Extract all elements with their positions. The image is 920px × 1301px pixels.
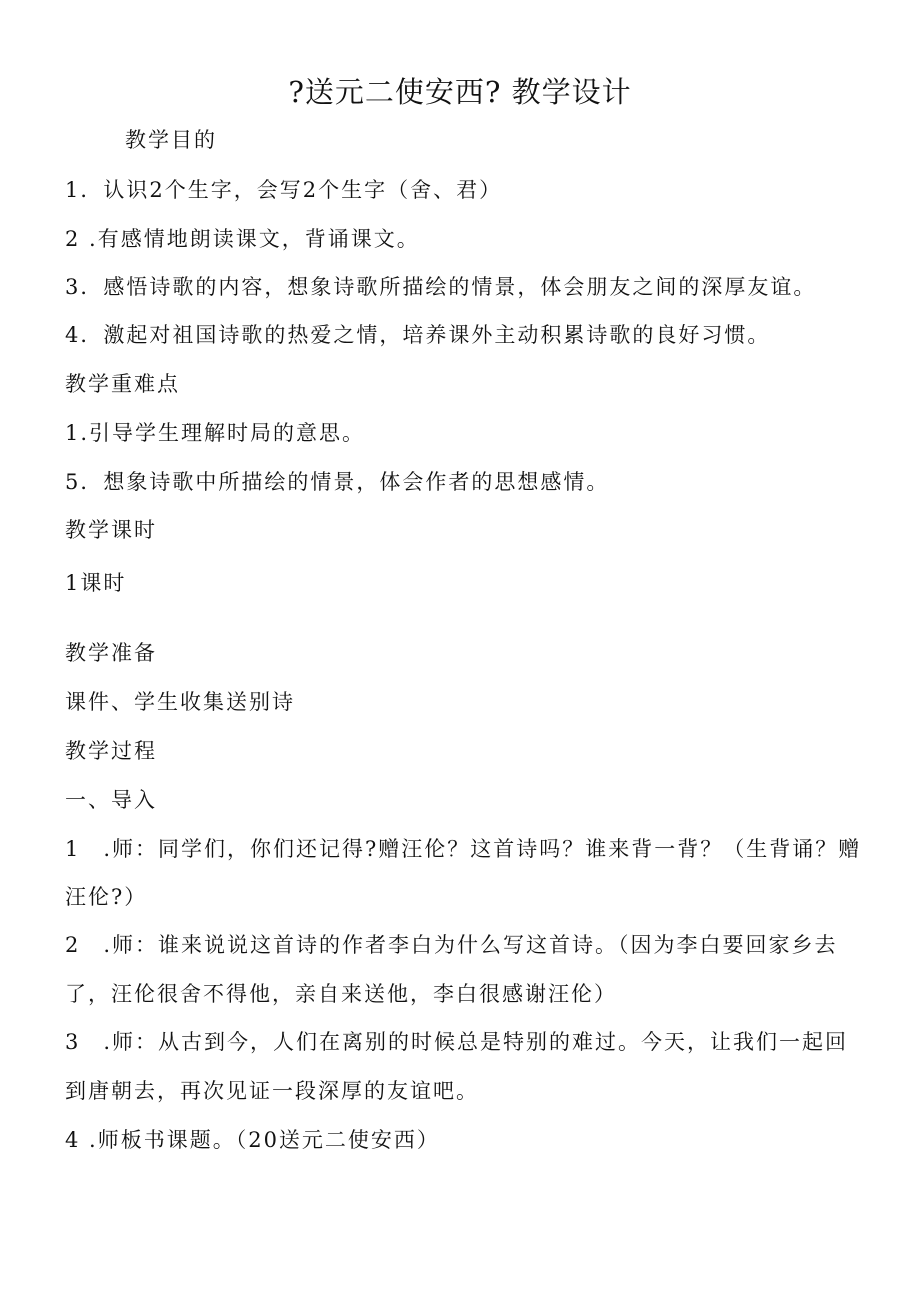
process-line-6: 到唐朝去，再次见证一段深厚的友谊吧。 [65, 1079, 479, 1103]
part-one-heading: 一、导入 [65, 788, 157, 812]
process-line-1: 1 .师：同学们，你们还记得?赠汪伦？这首诗吗？谁来背一背？（生背诵？赠 [65, 837, 862, 861]
process-line-4: 了，汪伦很舍不得他，亲自来送他，李白很感谢汪伦） [65, 982, 617, 1006]
objectives-heading: 教学目的 [125, 128, 217, 152]
difficulties-heading: 教学重难点 [65, 372, 180, 396]
process-line-5: 3 .师：从古到今，人们在离别的时候总是特别的难过。今天，让我们一起回 [65, 1030, 849, 1054]
objective-item-2: 2 .有感情地朗读课文，背诵课文。 [65, 227, 420, 251]
process-line-2: 汪伦?） [65, 885, 148, 909]
process-heading: 教学过程 [65, 739, 157, 763]
process-line-7: 4 .师板书课题。（20送元二使安西） [65, 1128, 440, 1152]
objective-item-3: 3．感悟诗歌的内容，想象诗歌所描绘的情景，体会朋友之间的深厚友谊。 [65, 275, 817, 299]
difficulty-item-2: 5．想象诗歌中所描绘的情景，体会作者的思想感情。 [65, 470, 610, 494]
objective-item-1: 1．认识2个生字，会写2个生字（舍、君） [65, 178, 503, 202]
hours-heading: 教学课时 [65, 518, 157, 542]
hours-value: 1课时 [65, 571, 127, 595]
prep-heading: 教学准备 [65, 641, 157, 665]
prep-value: 课件、学生收集送别诗 [65, 690, 295, 714]
difficulty-item-1: 1.引导学生理解时局的意思。 [65, 421, 366, 445]
objective-item-4: 4．激起对祖国诗歌的热爱之情，培养课外主动积累诗歌的良好习惯。 [65, 323, 771, 347]
process-line-3: 2 .师：谁来说说这首诗的作者李白为什么写这首诗。（因为李白要回家乡去 [65, 933, 838, 957]
document-title: ?送元二使安西? 教学设计 [288, 75, 632, 109]
